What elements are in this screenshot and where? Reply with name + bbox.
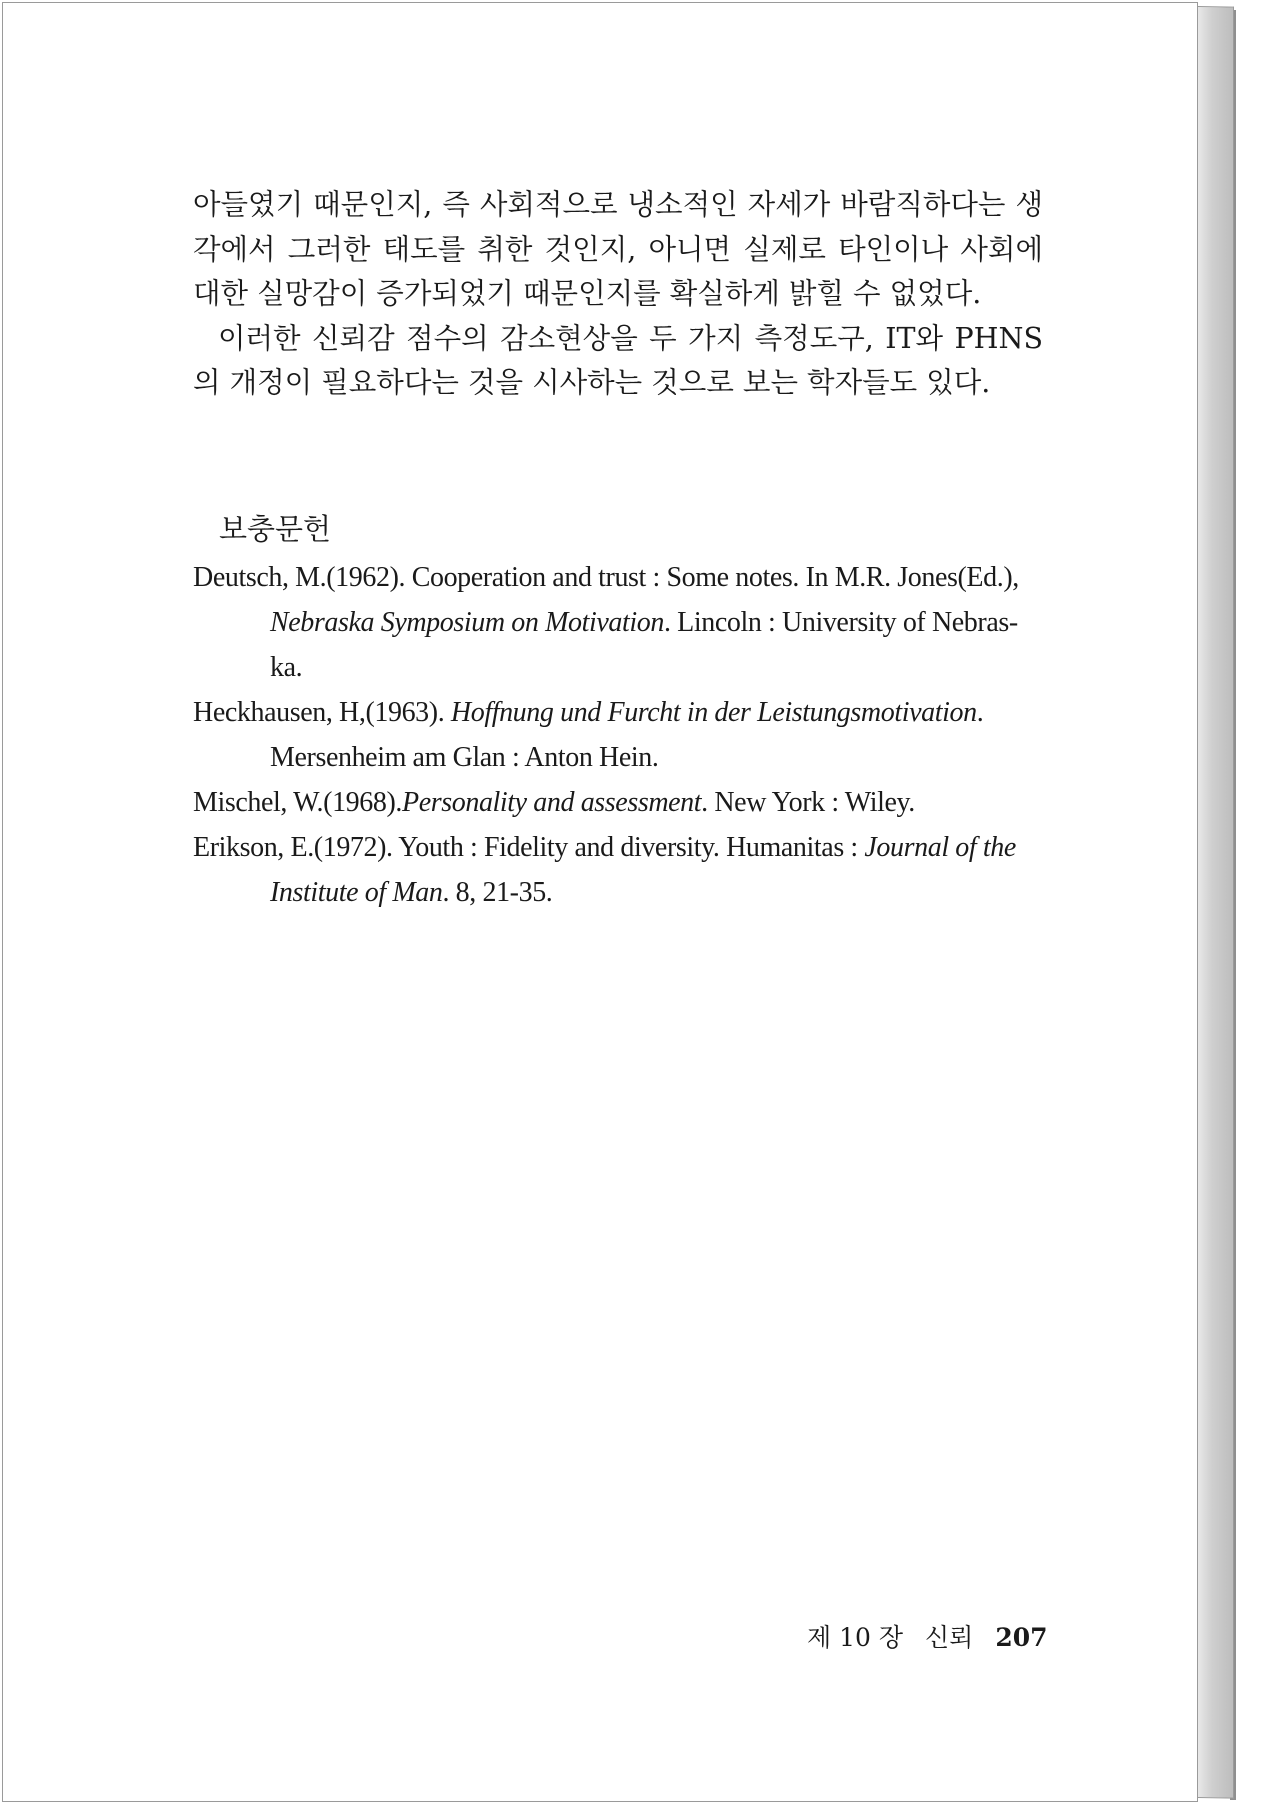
reference-text: Deutsch, M.(1962). Cooperation and trust : Some notes. In M.R. Jones(Ed.), <box>193 562 1019 593</box>
footer-chapter: 제 10 장 <box>807 1623 904 1652</box>
reference-text: . 8, 21-35. <box>442 877 553 908</box>
footer-chapter-title: 신뢰 <box>925 1623 974 1652</box>
page-edge <box>1198 6 1234 1799</box>
reference-item <box>193 825 1045 915</box>
page-number: 207 <box>995 1623 1048 1652</box>
page-footer <box>807 1621 1048 1655</box>
reference-title: Hoffnung und Furcht in der Leistungsmotivation <box>450 697 977 728</box>
reference-text: Mischel, W.(1968). <box>193 787 403 818</box>
reference-text: . Lincoln : University of Nebras-ka. <box>270 607 1018 683</box>
reference-text: Erikson, E.(1972). Youth : Fidelity and diversity. Humanitas : <box>193 832 865 863</box>
paragraph-1-line-2: 각에서 그러한 태도를 취한 것인지, 아니면 실제로 타인이나 사회에 <box>193 232 1043 266</box>
paragraph-2-line-2: 의 개정이 필요하다는 것을 시사하는 것으로 보는 학자들도 있다. <box>193 366 991 399</box>
document-page <box>2 2 1198 1802</box>
paragraph-2-line-1: 이러한 신뢰감 점수의 감소현상을 두 가지 측정도구, IT와 PHNS <box>218 321 1043 355</box>
references-list <box>193 555 1045 915</box>
reference-text: Heckhausen, H,(1963). <box>193 697 451 728</box>
references-heading: 보충문헌 <box>219 512 332 546</box>
body-text <box>193 183 1043 406</box>
reference-item <box>193 780 1045 825</box>
reference-text: . Mersenheim am Glan : Anton Hein. <box>270 697 984 773</box>
reference-title: Personality and assessment <box>402 787 702 818</box>
reference-title: Journal of the Institute of Man <box>270 832 1016 908</box>
reference-item <box>193 555 1045 690</box>
reference-title: Nebraska Symposium on Motivation <box>270 607 664 638</box>
paragraph-1-line-1: 아들였기 때문인지, 즉 사회적으로 냉소적인 자세가 바람직하다는 생 <box>193 188 1043 221</box>
reference-item <box>193 690 1045 780</box>
reference-text: . New York : Wiley. <box>701 787 915 818</box>
paragraph-1-line-3: 대한 실망감이 증가되었기 때문인지를 확실하게 밝힐 수 없었다. <box>193 277 982 310</box>
